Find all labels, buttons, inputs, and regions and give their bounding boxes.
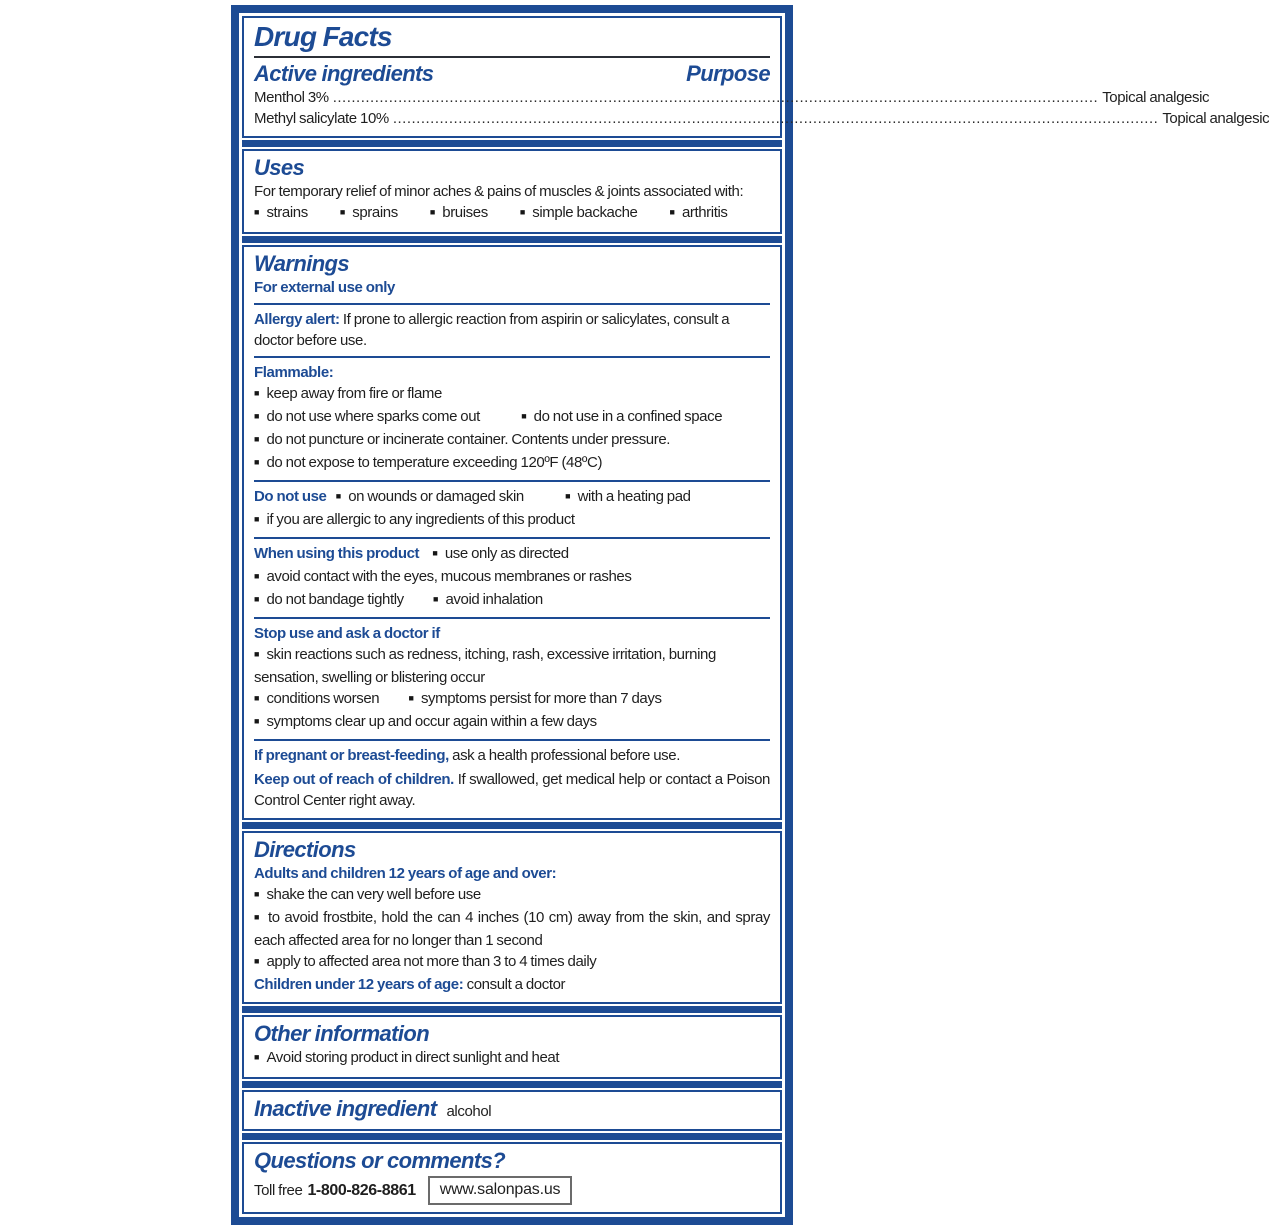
section-separator — [242, 1006, 782, 1013]
stop-use-block — [254, 623, 770, 734]
section-uses — [242, 149, 782, 234]
questions-heading: Questions or comments? — [254, 1148, 506, 1173]
directions-bullet: ■ apply to affected area not more than 3 to 4 times daily — [254, 951, 770, 974]
pregnant-text: ask a health professional before use. — [452, 747, 680, 764]
do-not-use-row — [254, 486, 770, 509]
flammable-block — [254, 362, 770, 475]
subsection-divider — [254, 537, 770, 539]
uses-bullet-item: ■ strains — [254, 202, 308, 225]
stop-use-bullet: ■ symptoms clear up and occur again within a few days — [254, 711, 770, 734]
pregnant-block — [254, 745, 770, 766]
section-warnings — [242, 245, 782, 820]
flammable-lead: Flammable: — [254, 364, 334, 381]
section-separator — [242, 1133, 782, 1140]
when-using-bullet: ■ avoid inhalation — [433, 591, 543, 608]
directions-heading: Directions — [254, 837, 356, 862]
flammable-bullet: ■ do not puncture or incinerate container. Contents under pressure. — [254, 429, 770, 452]
uses-bullet-item: ■ simple backache — [520, 202, 638, 225]
section-active-ingredients — [242, 16, 1269, 138]
title-divider — [254, 56, 770, 58]
directions-children-lead: Children under 12 years of age: — [254, 976, 464, 993]
children-block — [254, 769, 770, 811]
ingredient-row — [254, 87, 1210, 108]
ingredient-purpose: Topical analgesic — [1102, 89, 1210, 106]
stop-use-row — [254, 688, 770, 711]
do-not-use-bullet: ■ if you are allergic to any ingredients of this product — [254, 509, 770, 532]
uses-bullet-item: ■ bruises — [430, 202, 488, 225]
other-information-bullet: ■ Avoid storing product in direct sunlight and heat — [254, 1047, 770, 1070]
uses-bullet-item: ■ sprains — [340, 202, 398, 225]
section-questions — [242, 1142, 782, 1214]
uses-intro: For temporary relief of minor aches & pains of muscles & joints associated with: — [254, 183, 744, 200]
flammable-bullet: ■ do not expose to temperature exceeding 120ºF (48ºC) — [254, 452, 770, 475]
tollfree-label: Toll free — [254, 1182, 303, 1199]
allergy-alert-lead: Allergy alert: — [254, 311, 340, 328]
directions-bullet: ■ to avoid frostbite, hold the can 4 inches (10 cm) away from the skin, and spray each affected area for no longer than 1 second — [254, 907, 770, 951]
subsection-divider — [254, 356, 770, 358]
allergy-alert-text: If prone to allergic reaction from aspirin or salicylates, consult a doctor before use. — [254, 311, 730, 349]
subsection-divider — [254, 617, 770, 619]
do-not-use-bullet: ■ on wounds or damaged skin — [336, 488, 524, 505]
stop-use-bullet: ■ conditions worsen — [254, 690, 379, 707]
flammable-bullet: ■ keep away from fire or flame — [254, 383, 770, 406]
page — [0, 5, 1269, 1199]
children-lead: Keep out of reach of children. — [254, 771, 454, 788]
section-inactive-ingredient — [242, 1090, 782, 1131]
inactive-ingredient-heading: Inactive ingredient — [254, 1096, 437, 1121]
inactive-ingredient-row — [254, 1095, 770, 1122]
warnings-heading: Warnings — [254, 251, 350, 276]
drug-facts-title: Drug Facts — [254, 21, 392, 52]
subsection-divider — [254, 480, 770, 482]
inactive-ingredient-value: alcohol — [446, 1103, 492, 1120]
flammable-bullet: ■ do not use where sparks come out — [254, 408, 480, 425]
when-using-block — [254, 543, 770, 612]
pregnant-lead: If pregnant or breast-feeding, — [254, 747, 449, 764]
flammable-bullet: ■ do not use in a confined space — [521, 408, 722, 425]
section-separator — [242, 1081, 782, 1088]
questions-contact-row — [254, 1176, 770, 1205]
drug-facts-label — [231, 5, 1269, 1225]
stop-use-bullet: ■ skin reactions such as redness, itching, rash, excessive irritation, burning sensation, swelling or blistering occur — [254, 644, 770, 688]
external-use-note: For external use only — [254, 279, 395, 296]
uses-heading: Uses — [254, 155, 305, 180]
stop-use-bullet: ■ symptoms persist for more than 7 days — [409, 690, 662, 707]
purpose-heading: Purpose — [686, 61, 770, 86]
when-using-lead: When using this product — [254, 545, 420, 562]
other-information-heading: Other information — [254, 1021, 430, 1046]
section-directions — [242, 831, 782, 1004]
when-using-row — [254, 589, 770, 612]
flammable-bullet-row — [254, 406, 770, 429]
active-ingredients-heading: Active ingredients — [254, 61, 434, 86]
when-using-bullet: ■ do not bandage tightly — [254, 591, 404, 608]
uses-bullet-row — [254, 202, 770, 225]
ingredient-name: Menthol 3% — [254, 89, 329, 106]
ingredient-row — [254, 108, 1269, 129]
subsection-divider — [254, 739, 770, 741]
do-not-use-block — [254, 486, 770, 532]
when-using-bullet: ■ avoid contact with the eyes, mucous membranes or rashes — [254, 566, 770, 589]
stop-use-lead: Stop use and ask a doctor if — [254, 625, 440, 642]
directions-children-text: consult a doctor — [466, 976, 566, 993]
when-using-bullet: ■ use only as directed — [432, 545, 568, 562]
when-using-row — [254, 543, 770, 566]
do-not-use-lead: Do not use — [254, 488, 327, 505]
ingredient-purpose: Topical analgesic — [1162, 110, 1269, 127]
allergy-alert-block — [254, 309, 770, 351]
section-separator — [242, 822, 782, 829]
uses-bullet-item: ■ arthritis — [670, 202, 728, 225]
directions-bullet: ■ shake the can very well before use — [254, 884, 770, 907]
directions-adults-lead: Adults and children 12 years of age and over: — [254, 865, 557, 882]
do-not-use-bullet: ■ with a heating pad — [565, 488, 691, 505]
children-text: If swallowed, get medical help or contact a Poison Control Center right away. — [254, 771, 770, 809]
directions-children-row — [254, 974, 770, 995]
section-separator — [242, 140, 782, 147]
section-separator — [242, 236, 782, 243]
website-url: www.salonpas.us — [428, 1176, 573, 1205]
active-ingredients-header-row — [254, 60, 770, 87]
leader-dots — [393, 108, 1158, 129]
section-other-information — [242, 1015, 782, 1079]
ingredient-name: Methyl salicylate 10% — [254, 110, 389, 127]
subsection-divider — [254, 303, 770, 305]
leader-dots — [333, 87, 1098, 108]
tollfree-phone-number: 1-800-826-8861 — [307, 1182, 416, 1199]
